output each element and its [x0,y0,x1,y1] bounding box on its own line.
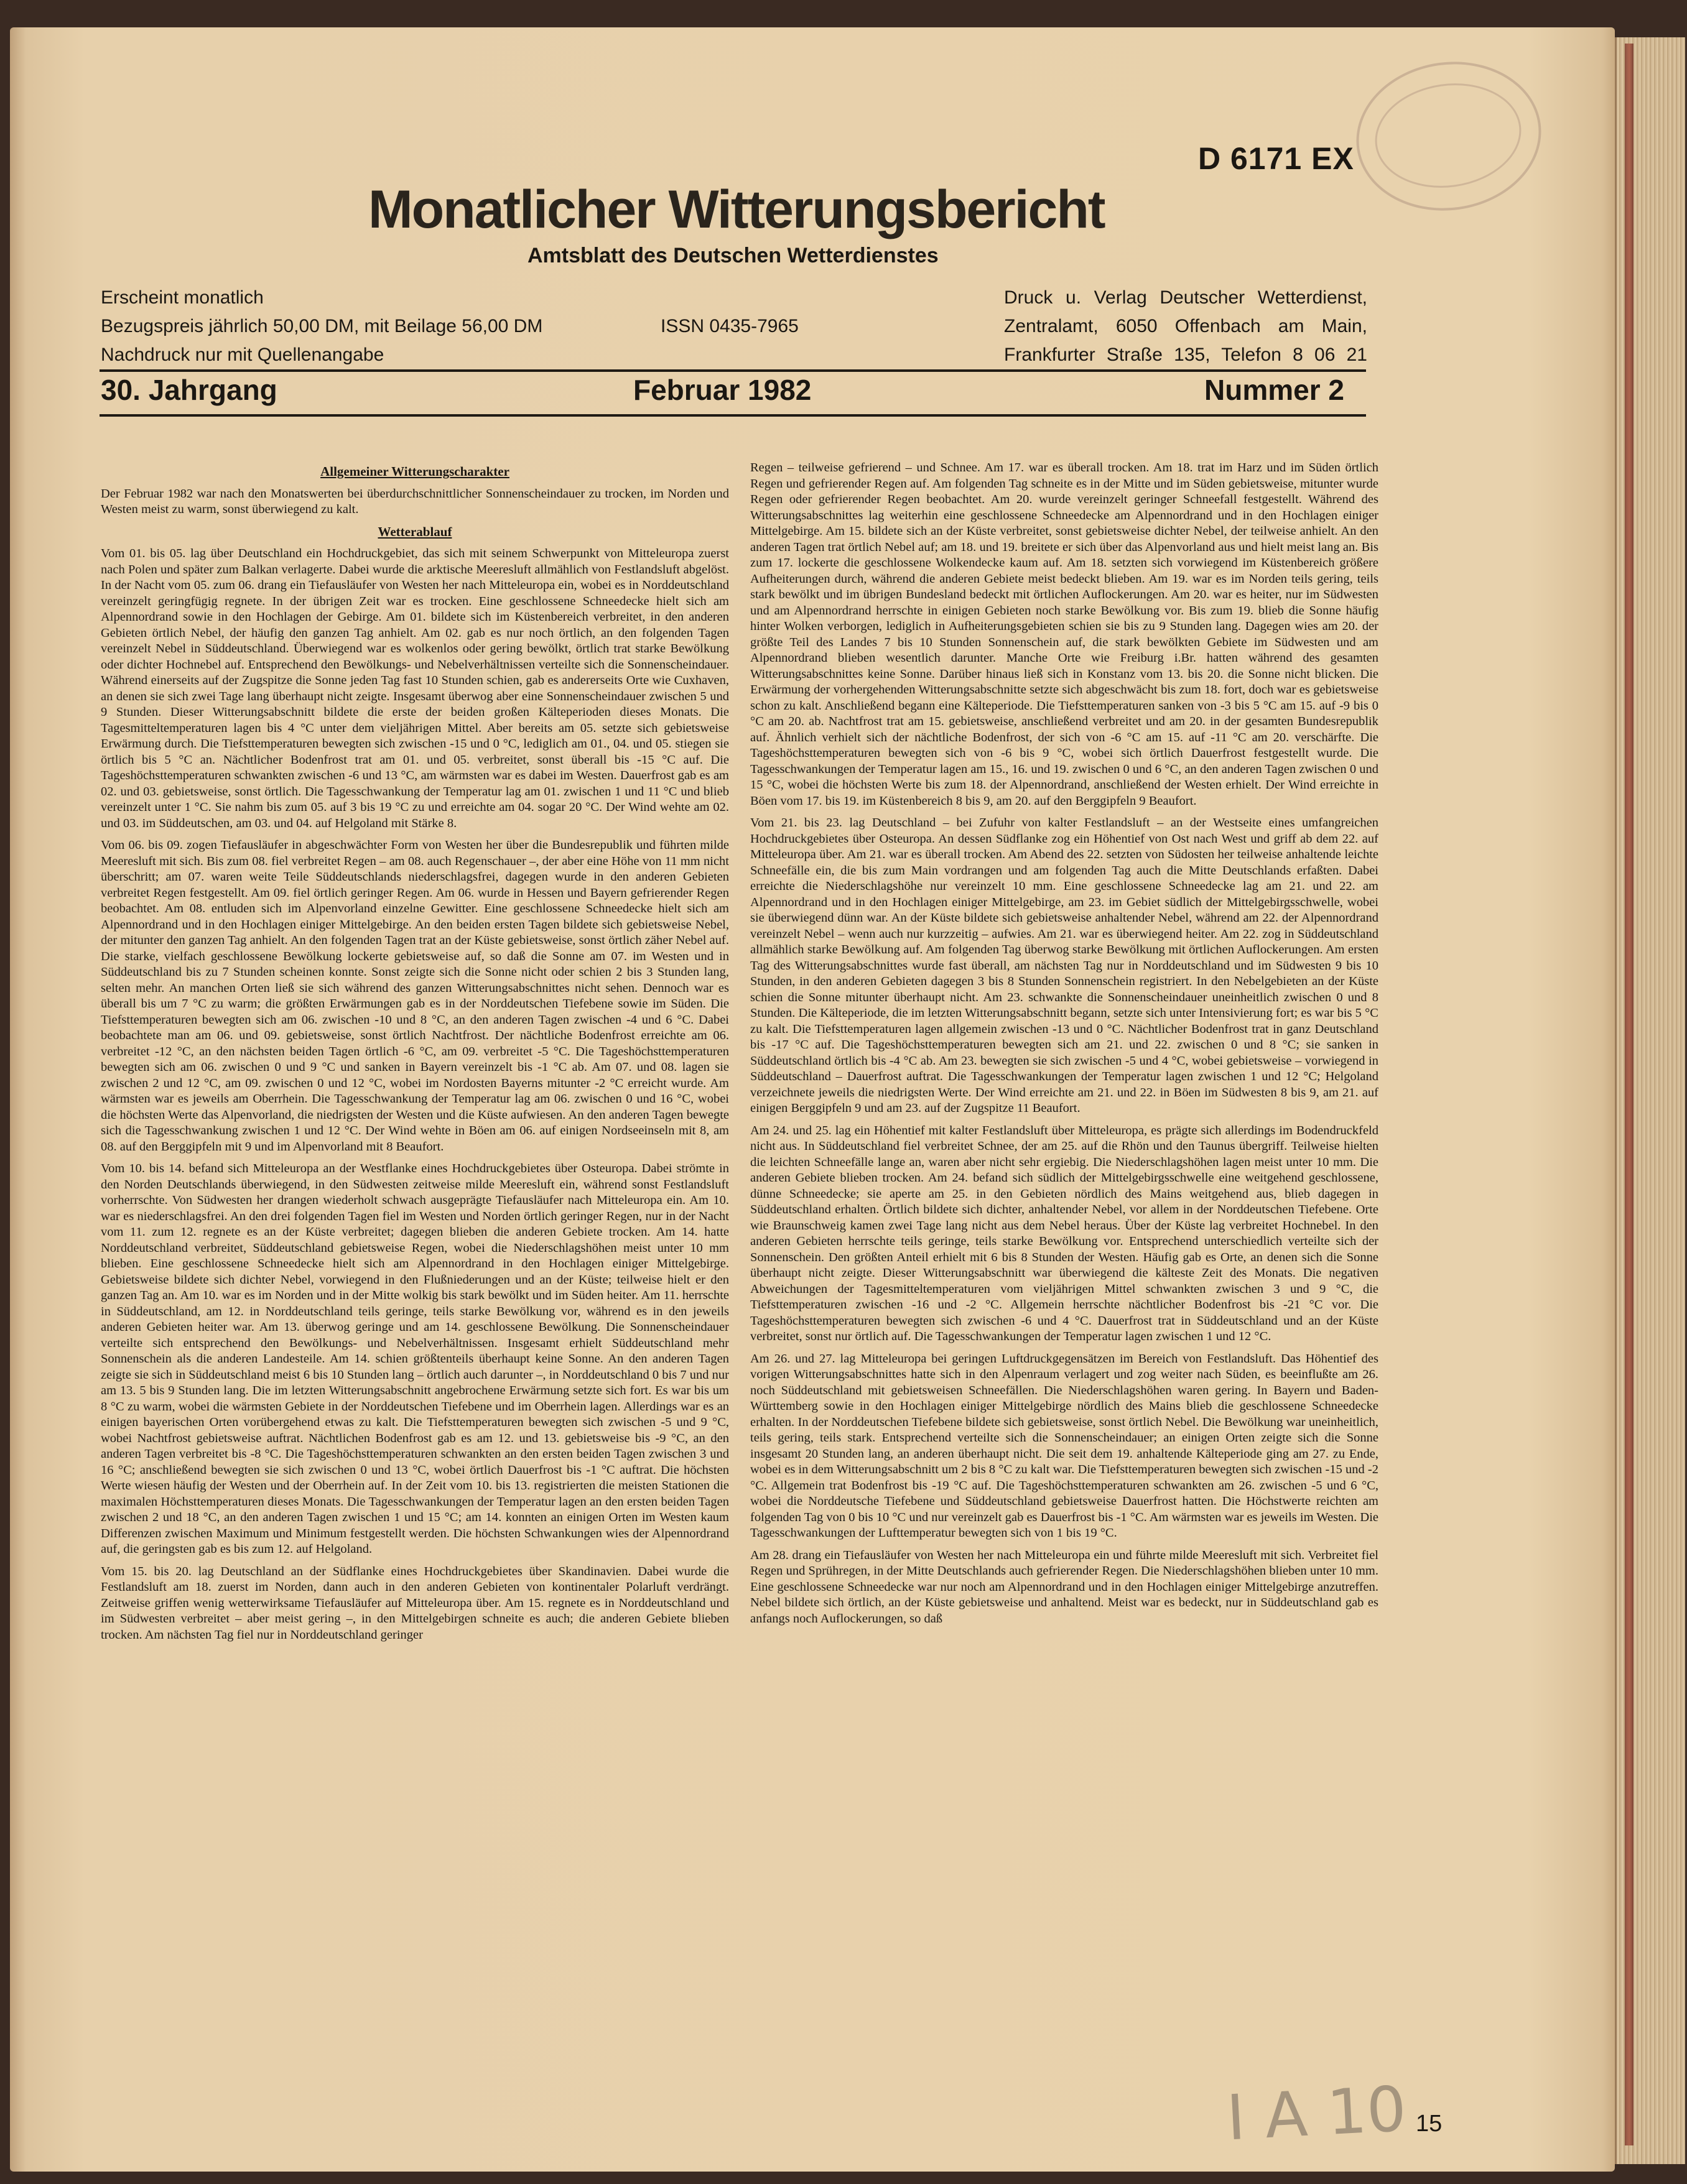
top-rule [100,369,1366,372]
pencil-annotation: I A 10 [1225,2072,1408,2155]
publication-title: Monatlicher Witterungsbericht [368,180,1105,239]
paragraph: Vom 21. bis 23. lag Deutschland – bei Zufuhr von kalter Festlandsluft – an der Westseite eines umfangreichen Hochdruckgebietes über Osteuropa. An dessen Südflanke zog ein Höhentief von Ost nach West und griff ab dem 22. auf Mitteleuropa über. Am 21. war es überall trocken. Am Abend des 22. setzten von Südosten her teilweise anhaltende leichte Schneefälle ein, die bis zum Main vordrangen und am folgenden Tag auch die Mitte Deutschlands erfaßten. Dabei erreichte die Niederschlagshöhe nur vereinzelt 10 mm. Eine geschlossene Schneedecke lag am 21. und 22. am Alpennordrand und in den Hochlagen einiger Mittelgebirge, am 23. im Gebiet südlich der Mittelgebirgsschwelle, wobei sie überwiegend dünn war. An der Küste bildete sich gebietsweise anhaltender Nebel, während am 22. der Alpennordrand vereinzelt Nebel – wenn auch nur kurzzeitig – aufwies. Am 21. war es überwiegend heiter. Am 22. zog in Süddeutschland allmählich starke Bewölkung auf. Am folgenden Tag überwog starke Bewölkung mit örtlichen Auflockerungen. Am ersten Tag des Witterungsabschnittes wurde fast überall, am nächsten Tag nur in Norddeutschland und im Südwesten 9 bis 10 Stunden, in den anderen Gebieten dagegen 3 bis 8 Stunden Sonnenschein registriert. In den Nebelgebieten an der Küste schien die Sonne mitunter überhaupt nicht. Am 23. schwankte die Sonnenscheindauer uneinheitlich zwischen 0 und 8 Stunden. Die Kälteperiode, die im letzten Witterungsabschnitt begann, setzte sich unter Intensivierung fort; es war bis 5 °C zu kalt. Die Tiefsttemperaturen lagen allgemein zwischen -13 und 0 °C. Nächtlicher Bodenfrost trat in ganz Deutschland bis -17 °C auf. Die Tageshöchsttemperaturen bewegten sich am 21. und 22. zwischen 0 und 8 °C; sie sanken in Süddeutschland örtlich bis -4 °C ab. Am 23. bewegten sie sich zwischen -5 und 4 °C, wobei gebietsweise – vorwiegend in Süddeutschland – Dauerfrost auftrat. Die Tagesschwankungen der Temperatur lagen zwischen 1 und 12 °C; Helgoland verzeichnete jeweils die niedrigsten Werte. Der Wind erreichte am 21. und 22. in Böen im Südwesten 8 bis 9, am 21. auf einigen Berggipfeln 9 und am 23. auf der Zugspitze 11 Beaufort. [750,816,1378,1115]
paragraph: Am 26. und 27. lag Mitteleuropa bei geringen Luftdruckgegensätzen im Bereich von Festlandsluft. Das Höhentief des vorigen Witterungsabschnittes hatte sich in den Alpenraum verlagert und zog weiter nach Süden, es beeinflußte am 26. noch Süddeutschland mit gebietsweisen Schneefällen. Die Niederschlagshöhen waren gering. In Bayern und Baden-Württemberg sowie in den Hochlagen einiger Mittelgebirge nördlich des Mains blieb die geschlossene Schneedecke erhalten. In der Norddeutschen Tiefebene bildete sich gebietsweise, sonst örtlich Nebel. Die Bewölkung war uneinheitlich, teils gering, teils stark. Entsprechend verteilte sich die Sonnenscheindauer; an einigen Orten zeigte sich die Sonne insgesamt 20 Stunden lang, an anderen überhaupt nicht. Die seit dem 19. anhaltende Kälteperiode ging am 27. zu Ende, wobei es in dem Witterungsabschnitt um 2 bis 8 °C zu kalt war. Die Tiefsttemperaturen bewegten sich zwischen -15 und -2 °C. Allgemein trat Bodenfrost bis -19 °C auf. Die Tageshöchsttemperaturen schwankten am 26. zwischen -5 und 6 °C, wobei die Norddeutsche Tiefebene und Süddeutschland gebietsweise Dauerfrost hatten. Die Höchstwerte reichten am folgenden Tag von 0 bis 10 °C und nur vereinzelt gab es Dauerfrost bis -1 °C. Am wärmsten war es jeweils im Westen. Die Tagesschwankungen der Lufttemperatur bewegten sich von 1 bis 19 °C. [750,1351,1378,1540]
bottom-rule [100,414,1366,417]
paragraph: Am 28. drang ein Tiefausläufer von Westen her nach Mitteleuropa ein und führte milde Meeresluft mit sich. Verbreitet fiel Regen und Sprühregen, in der Mitte Deutschlands auch gefrierender Regen. Die Niederschlagshöhen blieben unter 10 mm. Eine geschlossene Schneedecke war nur noch am Alpennordrand und in den Hochlagen einiger Mittelgebirge anzutreffen. Nebel bildete sich örtlich, an der Küste gebietsweise und anhaltend. Meist war es bedeckt, nur in Süddeutschland gab es anfangs noch Auflockerungen, so daß [750,1548,1378,1626]
paragraph: Vom 10. bis 14. befand sich Mitteleuropa an der Westflanke eines Hochdruckgebietes über Osteuropa. Dabei strömte in den Norden Deutschlands überwiegend, in den Südwesten zeitweise milde Meeresluft ein, während sonst Festlandsluft vorherrschte. Von Südwesten her drangen wiederholt schwach ausgeprägte Tiefausläufer nach Mitteleuropa ein. Am 10. war es niederschlagsfrei. An den drei folgenden Tagen fiel im Westen und Norden örtlich geringer Regen, nur in der Nacht vom 11. zum 12. regnete es an der Küste verbreitet; dagegen blieben die anderen Gebiete trocken. Am 14. hatte Norddeutschland verbreitet, Süddeutschland gebietsweise Regen, wobei die Niederschlagshöhen meist unter 10 mm blieben. Eine geschlossene Schneedecke hielt sich am Alpennordrand in den Hochlagen einiger Mittelgebirge. Gebietsweise bildete sich dichter Nebel, vorwiegend in den Flußniederungen und an der Küste; teilweise hielt er den ganzen Tag an. Am 10. war es im Norden und in der Mitte wolkig bis stark bewölkt und im Süden heiter. Am 11. herrschte in Süddeutschland, am 12. in Norddeutschland teils geringe, teils starke Bewölkung vor, während es in den jeweils anderen Gebieten heiter war. Am 13. überwog geringe und am 14. geschlossene Bewölkung. Die Sonnenscheindauer verteilte sich entsprechend den Bewölkungs- und Nebelverhältnissen. Insgesamt erhielt Süddeutschland mehr Sonnenschein als die anderen Landesteile. Am 14. schien größtenteils überhaupt keine Sonne. An den anderen Tagen zeigte sie sich in Süddeutschland meist 6 bis 10 Stunden lang – örtlich auch darunter –, in Norddeutschland 0 bis 7 und nur am 13. 5 bis 9 Stunden lang. Die im letzten Witterungsabschnitt angebrochene Erwärmung setzte sich fort. Es war bis um 8 °C zu warm, wobei die wärmsten Gebiete in der Norddeutschen Tiefebene und im Oberrhein lagen. Allerdings war es an einigen bayerischen Orten vorübergehend etwas zu kalt. Die Tiefsttemperaturen bewegten sich zwischen -5 und 9 °C, wobei Nachtfrost gebietsweise auftrat. Nächtlichen Bodenfrost gab es am 12. und 13. gebietsweise bis -9 °C, an den anderen Tagen verbreitet bis -8 °C. Die Tageshöchsttemperaturen schwankten an den ersten beiden Tagen zwischen 3 und 16 °C; anschließend bewegten sie sich zwischen 0 und 13 °C, wobei örtlich Dauerfrost bis -1 °C auftrat. Die höchsten Werte wiesen häufig der Westen und der Oberrhein auf. In der Zeit vom 10. bis 13. registrierten die meisten Stationen die maximalen Höchsttemperaturen dieses Monats. Die Tagesschwankungen der Temperatur lagen an den ersten beiden Tagen zwischen 2 und 18 °C, an den anderen Tagen zwischen 1 und 15 °C; am 14. konnten an einigen Orten im Westen kaum Differenzen zwischen Maximum und Minimum festgestellt werden. Die höchsten Schwankungen wies der Alpennordrand auf, die geringsten gab es bis zum 12. auf Helgoland. [101,1162,729,1556]
publication-subtitle: Amtsblatt des Deutschen Wetterdienstes [527,244,939,267]
publisher-line: Zentralamt, 6050 Offenbach am Main, [1004,316,1367,336]
paragraph: Vom 15. bis 20. lag Deutschland an der Südflanke eines Hochdruckgebietes über Skandinavien. Dabei wurde die Festlandsluft am 18. zuerst im Norden, dann auch in den anderen Gebieten von kontinentaler Polarluft verdrängt. Zeitweise griffen wenig wetterwirksame Tiefausläufer auf Mitteleuropa über. Am 15. regnete es in Norddeutschland und im Südwesten verbreitet – aber meist gering –, in den Mittelgebirgen schneite es auch; die anderen Gebiete blieben trocken. Am nächsten Tag fiel nur in Norddeutschland geringer [101,1564,729,1642]
section-heading: Wetterablauf [378,524,452,539]
publisher-info [1004,284,1367,369]
paragraph: Vom 01. bis 05. lag über Deutschland ein Hochdruckgebiet, das sich mit seinem Schwerpunkt von Mitteleuropa zuerst nach Polen und später zum Balkan verlagerte. Dabei wurde die arktische Meeresluft allmählich von Festlandsluft abgelöst. In der Nacht vom 05. zum 06. drang ein Tiefausläufer von Westen her nach Mitteleuropa ein, wobei es in Norddeutschland vereinzelt geringfügig regnete. In der übrigen Zeit war es trocken. Eine geschlossene Schneedecke hielt sich am Alpennordrand sowie in den Hochlagen der Gebirge. Am 01. bildete sich im Küstenbereich verbreitet, in den anderen Gebieten örtlich Nebel, der häufig den ganzen Tag anhielt. Am 02. gab es nur noch örtlich, an den folgenden Tagen vereinzelt Nebel in Süddeutschland. Überwiegend war es wolkenlos oder gering bewölkt, örtlich trat starke Bewölkung oder dichter Hochnebel auf. Entsprechend den Bewölkungs- und Nebelverhältnissen verteilte sich die Sonnenscheindauer. Während einerseits auf der Zugspitze die Sonne jeden Tag fast 10 Stunden schien, gab es andererseits Orte wie Cuxhaven, an denen sie sich zwei Tage lang überhaupt nicht zeigte. Insgesamt überwog aber eine Sonnenscheindauer zwischen 5 und 9 Stunden. Dieser Witterungsabschnitt bildete die erste der beiden großen Kälteperioden dieses Monats. Die Tagesmitteltemperaturen lagen bis 4 °C unter dem vieljährigen Mittel. Aber bereits am 05. setzte sich gebietsweise Erwärmung durch. Die Tiefsttemperaturen bewegten sich zwischen -15 und 0 °C, lediglich am 01., 04. und 05. stiegen sie örtlich bis 5 °C an. Nächtlicher Bodenfrost trat am 01. und 05. verbreitet, sonst überall bis -15 °C auf. Die Tageshöchsttemperaturen schwankten zwischen -6 und 13 °C, am wärmsten war es dabei im Westen. Dauerfrost gab es am 02. und 03. gebietsweise, sonst örtlich. Die Tagesschwankung der Temperatur lag am 01. zwischen 1 und 11 °C und blieb vereinzelt unter 1 °C. Sie nahm bis zum 05. auf 3 bis 19 °C zu und erreichte am 04. sogar 20 °C. Der Wind wehte am 02. und 03. im Süddeutschen, am 03. und 04. auf Helgoland mit Stärke 8. [101,547,729,830]
page-number: 15 [1416,2111,1443,2137]
issn: ISSN 0435-7965 [661,316,799,336]
text-column-left [101,460,729,1649]
paragraph: Vom 06. bis 09. zogen Tiefausläufer in abgeschwächter Form von Westen her über die Bundesrepublik und führten milde Meeresluft mit sich. Bis zum 08. fiel verbreitet Regen – am 08. auch Regenschauer –, der aber eine Höhe von 11 mm nicht überschritt; am 07. waren weite Teile Süddeutschlands niederschlagsfrei, dagegen wurde in den anderen Gebieten verbreitet Regen festgestellt. Am 09. fiel örtlich geringer Regen. Am 06. wurde in Hessen und Bayern gefrierender Regen beobachtet. Am 08. entluden sich im Alpenvorland einzelne Gewitter. Eine geschlossene Schneedecke hielt sich am Alpennordrand und in den Hochlagen einiger Mittelgebirge. An den beiden ersten Tagen bildete sich gebietsweise Nebel, der mitunter den ganzen Tag anhielt. An den folgenden Tagen trat an der Küste gebietsweise, sonst örtlich zäher Nebel auf. Die starke, vielfach geschlossene Bewölkung lockerte gebietsweise auf, so daß die Sonne am 07. im Westen und in Süddeutschland bis zu 7 Stunden scheinen konnte. Sonst zeigte sich die Sonne nicht oder schien 2 bis 3 Stunden lang, selten mehr. An manchen Orten ließ sie sich während des ganzen Witterungsabschnittes nicht sehen. Dennoch war es überall bis um 7 °C zu warm; die größten Erwärmungen gab es in der Norddeutschen Tiefebene sowie im Süden. Die Tiefsttemperaturen bewegten sich am 06. zwischen -10 und 8 °C, an den anderen Tagen zwischen -4 und 6 °C. Dabei beobachtete man am 06. und 09. gebietsweise, sonst örtlich Nachtfrost. Der nächtliche Bodenfrost erreichte am 06. verbreitet -12 °C, an den nächsten beiden Tagen örtlich -6 °C, am 09. verbreitet -5 °C. Die Tageshöchsttemperaturen bewegten sich am 06. zwischen 0 und 9 °C und sanken in Bayern vereinzelt bis -1 °C ab. Am 07. und 08. lagen sie zwischen 2 und 12 °C, am 09. zwischen 0 und 12 °C, wobei im Nordosten Bayerns mitunter -2 °C erreicht wurde. Am wärmsten war es jeweils am Oberrhein. Die Tagesschwankung der Temperatur lag am 06. zwischen 0 und 16 °C, wobei die höchsten Werte das Alpenvorland, die niedrigsten der Westen und die Küste aufwiesen. An den anderen Tagen bewegte sich die Tagesschwankung zwischen 1 und 12 °C. Der Wind wehte in Böen am 06. auf einigen Nordseeinseln mit 8, am 08. auf den Berggipfeln mit 9 und im Alpenvorland mit 8 Beaufort. [101,838,729,1154]
publisher-line: Druck u. Verlag Deutscher Wetterdienst, [1004,287,1367,308]
issue-number: Nummer 2 [1204,374,1344,406]
volume: 30. Jahrgang [101,374,277,406]
issue-date: Februar 1982 [633,374,812,406]
publication-info-left [101,284,542,369]
publication-info-line: Bezugspreis jährlich 50,00 DM, mit Beilage 56,00 DM [101,316,543,336]
paragraph: Regen – teilweise gefrierend – und Schnee. Am 17. war es überall trocken. Am 18. trat im Harz und im Süden örtlich Regen und gefrierender Regen auf. Am folgenden Tag schneite es in der Mitte und im Süden gebietsweise, mitunter wurde Regen oder gefrierender Regen beobachtet. Am 20. wurde vereinzelt geringer Schneefall festgestellt. Während des Witterungsabschnittes lag weiterhin eine geschlossene Schneedecke am Alpennordrand und in den Hochlagen einiger Mittelgebirge. Am 15. bildete sich an der Küste verbreitet, sonst gebietsweise dichter Nebel, der teilweise anhielt. An den anderen Tagen trat örtlich Nebel auf; am 18. und 19. breitete er sich über das Alpenvorland aus und hielt meist lang an. Bis zum 17. lockerte die geschlossene Wolkendecke kaum auf. Am 18. setzten sich vorwiegend im Küstenbereich größere Aufheiterungen durch, während die anderen Gebiete meist bedeckt blieben. Am 19. war es im Norden teils gering, teils stark bewölkt und im übrigen Bundesland bedeckt mit örtlichen Auflockerungen. Am 20. war es heiter, nur im Südwesten und am Alpennordrand herrschte in einigen Gebieten noch starke Bewölkung vor. Bis zum 19. blieb die Sonne häufig hinter Wolken verborgen, lediglich in Aufheiterungsgebieten schien sie bis zu 9 Stunden lang. Dagegen wies am 20. der größte Teil des Landes 7 bis 10 Stunden Sonnenschein auf, die stark bewölkten Gebiete im Südwesten und am Alpennordrand blieben wesentlich darunter. Manche Orte wie Freiburg i.Br. hatten während des gesamten Witterungsabschnittes keine Sonne. Darüber hinaus ließ sich in Konstanz vom 13. bis 20. die Sonne nicht blicken. Die Erwärmung der vorhergehenden Witterungsabschnitte setzte sich abgeschwächt bis zum 18. fort, doch war es gebietsweise schon zu kalt. Anschließend begann eine Kälteperiode. Die Tiefsttemperaturen sanken von -3 bis 5 °C am 15. auf -9 bis 0 °C am 20. ab. Nachtfrost trat am 15. gebietsweise, anschließend verbreitet und am 20. in der gesamten Bundesrepublik auf. Ähnlich verhielt sich der nächtliche Bodenfrost, der sich von -6 °C am 15. auf -11 °C am 20. verschärfte. Die Tageshöchsttemperaturen bewegten sich von -6 bis 9 °C, wobei sich örtlich Dauerfrost festgestellt wurde. Die Tagesschwankungen der Temperatur lagen am 15., 16. und 19. zwischen 0 und 6 °C, an den anderen Tagen zwischen 0 und 15 °C, wobei die höchsten Werte bis zum 18. der Alpennordrand, anschließend der Westen erhielt. Der Wind erreichte in Böen vom 17. bis 19. im Küstenbereich 8 bis 9, am 20. auf den Berggipfeln 9 Beaufort. [750,461,1378,808]
binding-stripe [1625,44,1634,2145]
section-heading: Allgemeiner Witterungscharakter [320,464,509,479]
paragraph: Am 24. und 25. lag ein Höhentief mit kalter Festlandsluft über Mitteleuropa, es prägte sich allerdings im Bodendruckfeld nicht aus. In Süddeutschland fiel verbreitet Schnee, der am 25. auf die Rhön und den Taunus übergriff. Teilweise hielten die leichten Schneefälle lange an, waren aber nicht sehr ergiebig. Die Niederschlagshöhen lagen meist unter 10 mm. Die anderen Gebiete blieben trocken. Am 24. befand sich südlich der Mittelgebirgsschwelle eine weitgehend geschlossene, dünne Schneedecke; sie aperte am 25. in den Gebieten nördlich des Mains weitgehend aus, blieb dagegen in Süddeutschland erhalten. Örtlich bildete sich dichter, anhaltender Nebel, vor allem in der Norddeutschen Tiefebene. Orte wie Braunschweig kamen zwei Tage lang nicht aus dem Nebel heraus. Über der Küste lag verbreitet Hochnebel. In den anderen Gebieten herrschte teils geringe, teils starke Bewölkung vor. Entsprechend unterschiedlich verteilte sich der Sonnenschein. Den größten Anteil erhielt mit 6 bis 8 Stunden der Westen. Häufig gab es Orte, an denen sich die Sonne überhaupt nicht zeigte. Dieser Witterungsabschnitt war überwiegend die kälteste Zeit des Monats. Die negativen Abweichungen der Tagesmitteltemperaturen vom vieljährigen Mittel schwankten zwischen 3 und 9 °C, die Tiefsttemperaturen zwischen -16 und -2 °C. Allgemein herrschte nächtlicher Bodenfrost bis -21 °C vor. Die Tageshöchsttemperaturen bewegten sich zwischen -6 und 4 °C. Dauerfrost trat in Süddeutschland und an der Küste verbreitet, sonst nur örtlich auf. Die Tagesschwankungen der Temperatur lagen zwischen 1 und 12 °C. [750,1123,1378,1343]
document-number: D 6171 EX [1198,141,1354,176]
publisher-line: Frankfurter Straße 135, Telefon 8 06 21 [1004,345,1367,365]
text-column-right [750,460,1378,1633]
publication-info-line: Erscheint monatlich [101,287,264,308]
publication-info-line: Nachdruck nur mit Quellenangabe [101,345,384,365]
paragraph: Der Februar 1982 war nach den Monatswerten bei überdurchschnittlicher Sonnenscheindauer zu trocken, im Norden und Westen meist zu warm, sonst überwiegend zu kalt. [101,486,729,516]
